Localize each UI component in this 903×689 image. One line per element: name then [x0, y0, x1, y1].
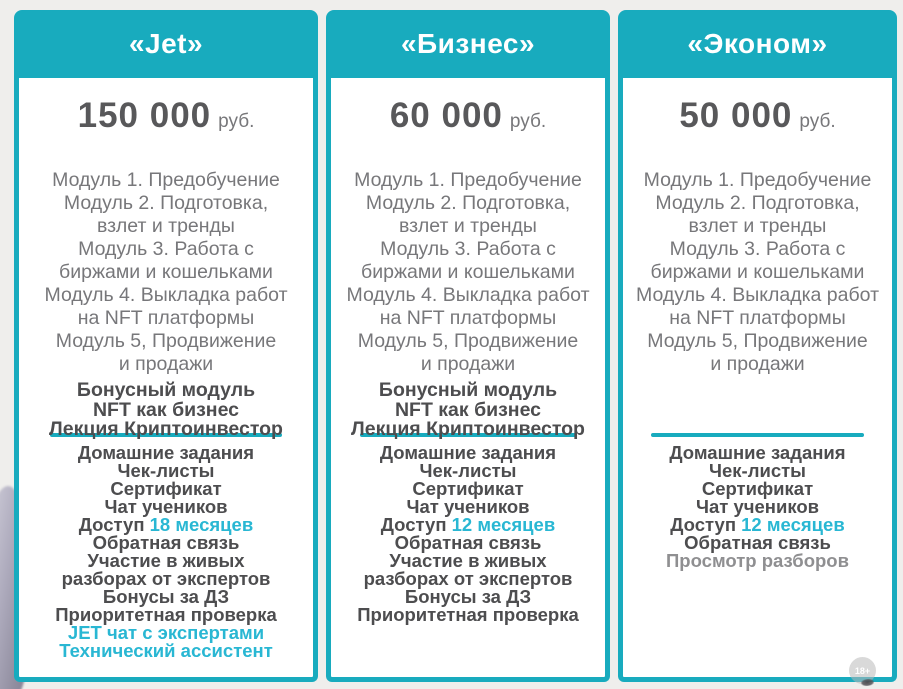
card-title: «Бизнес» [326, 10, 610, 78]
feature-line [331, 606, 605, 624]
feature-list [19, 444, 313, 660]
text-line: NFT как бизнес [394, 398, 542, 421]
text-line: биржами и кошельками [59, 261, 273, 283]
feature-text: Чат учеников [104, 496, 228, 517]
text-line: и продажи [420, 353, 516, 375]
feature-text: разборах от экспертов [61, 568, 271, 589]
feature-text: Сертификат [412, 478, 524, 499]
card-title: «Jet» [14, 10, 318, 78]
feature-text: Просмотр разборов [666, 550, 849, 571]
feature-line [623, 552, 892, 570]
feature-text: Чек-листы [709, 460, 806, 481]
price-currency: руб. [509, 111, 547, 132]
feature-accent-text: JET чат с экспертами [67, 622, 265, 643]
text-line: Модуль 2. Подготовка, [655, 192, 860, 214]
text-line: биржами и кошельками [650, 261, 865, 283]
price-row [623, 78, 892, 136]
cursor-artifact [861, 678, 875, 686]
feature-text: Участие в живых [87, 550, 245, 571]
feature-text: Обратная связь [684, 532, 831, 553]
feature-text: Приоритетная проверка [357, 604, 579, 625]
feature-text: Доступ [670, 514, 742, 535]
feature-accent-text: 12 месяцев [741, 514, 845, 535]
pricing-card-econom [618, 10, 897, 682]
price-currency: руб. [218, 111, 255, 132]
divider-line [651, 433, 864, 437]
feature-accent-text: 12 месяцев [451, 514, 556, 535]
price-row [331, 78, 605, 136]
module-list [331, 169, 605, 376]
pricing-card-jet [14, 10, 318, 682]
text-line: Модуль 1. Предобучение [52, 169, 280, 191]
feature-text: Участие в живых [389, 550, 547, 571]
feature-text: разборах от экспертов [363, 568, 573, 589]
feature-text: Домашние задания [379, 442, 557, 463]
bonus-module-list [331, 381, 605, 440]
text-line: Модуль 1. Предобучение [354, 169, 582, 191]
card-upper-section [331, 78, 605, 440]
module-list [19, 169, 313, 376]
price-value: 150 000 [77, 96, 212, 135]
card-title: «Эконом» [618, 10, 897, 78]
feature-text: Домашние задания [77, 442, 255, 463]
feature-text: Бонусы за ДЗ [404, 586, 532, 607]
text-line: Модуль 1. Предобучение [643, 169, 872, 191]
text-line: Модуль 3. Работа с [669, 238, 846, 260]
feature-list [331, 444, 605, 624]
text-line: биржами и кошельками [361, 261, 575, 283]
text-line: Бонусный модуль [76, 379, 256, 401]
feature-text: Чек-листы [419, 460, 517, 481]
text-line: на NFT платформы [379, 307, 557, 329]
text-line: Лекция Криптоинвестор [49, 418, 283, 440]
price-value: 50 000 [679, 96, 793, 135]
feature-text: Доступ [78, 514, 150, 535]
feature-text: Обратная связь [92, 532, 240, 553]
price-row [19, 78, 313, 136]
pricing-card-business [326, 10, 610, 682]
card-body [618, 78, 897, 682]
text-line: и продажи [710, 353, 805, 375]
text-line: Модуль 2. Подготовка, [365, 192, 571, 214]
text-line: Модуль 4. Выкладка работ [346, 284, 590, 306]
text-line: Лекция Криптоинвестор [351, 418, 585, 440]
feature-list [623, 444, 892, 570]
card-upper-section [623, 78, 892, 430]
age-badge: 18+ [849, 657, 876, 684]
feature-text: Обратная связь [394, 532, 542, 553]
card-upper-section [19, 78, 313, 440]
text-line: Модуль 5, Продвижение [357, 330, 579, 352]
price-currency: руб. [799, 111, 836, 132]
text-line: Модуль 5, Продвижение [55, 330, 277, 352]
feature-text: Приоритетная проверка [55, 604, 277, 625]
feature-text: Чат учеников [695, 496, 820, 517]
feature-accent-text: Технический ассистент [59, 640, 273, 661]
feature-text: Сертификат [110, 478, 222, 499]
text-line: NFT как бизнес [92, 398, 240, 421]
price-value: 60 000 [389, 96, 503, 135]
text-line: на NFT платформы [77, 307, 255, 329]
feature-text: Сертификат [701, 478, 814, 499]
text-line: Бонусный модуль [378, 379, 558, 401]
feature-text: Доступ [380, 514, 452, 535]
feature-line [19, 642, 313, 660]
feature-text: Домашние задания [669, 442, 846, 463]
text-line: взлет и тренды [688, 215, 827, 237]
text-line: и продажи [118, 353, 214, 375]
text-line: Модуль 3. Работа с [380, 238, 556, 260]
card-body [326, 78, 610, 682]
module-list [623, 169, 892, 376]
text-line: взлет и тренды [399, 215, 537, 237]
feature-text: Чат учеников [406, 496, 530, 517]
text-line: взлет и тренды [97, 215, 235, 237]
bonus-module-list [19, 381, 313, 440]
text-line: Модуль 4. Выкладка работ [635, 284, 880, 306]
text-line: Модуль 3. Работа с [78, 238, 254, 260]
feature-text: Бонусы за ДЗ [102, 586, 230, 607]
card-body [14, 78, 318, 682]
feature-text: Чек-листы [117, 460, 215, 481]
text-line: на NFT платформы [669, 307, 846, 329]
text-line: Модуль 5, Продвижение [647, 330, 868, 352]
text-line: Модуль 4. Выкладка работ [44, 284, 288, 306]
text-line: Модуль 2. Подготовка, [63, 192, 269, 214]
feature-accent-text: 18 месяцев [149, 514, 254, 535]
